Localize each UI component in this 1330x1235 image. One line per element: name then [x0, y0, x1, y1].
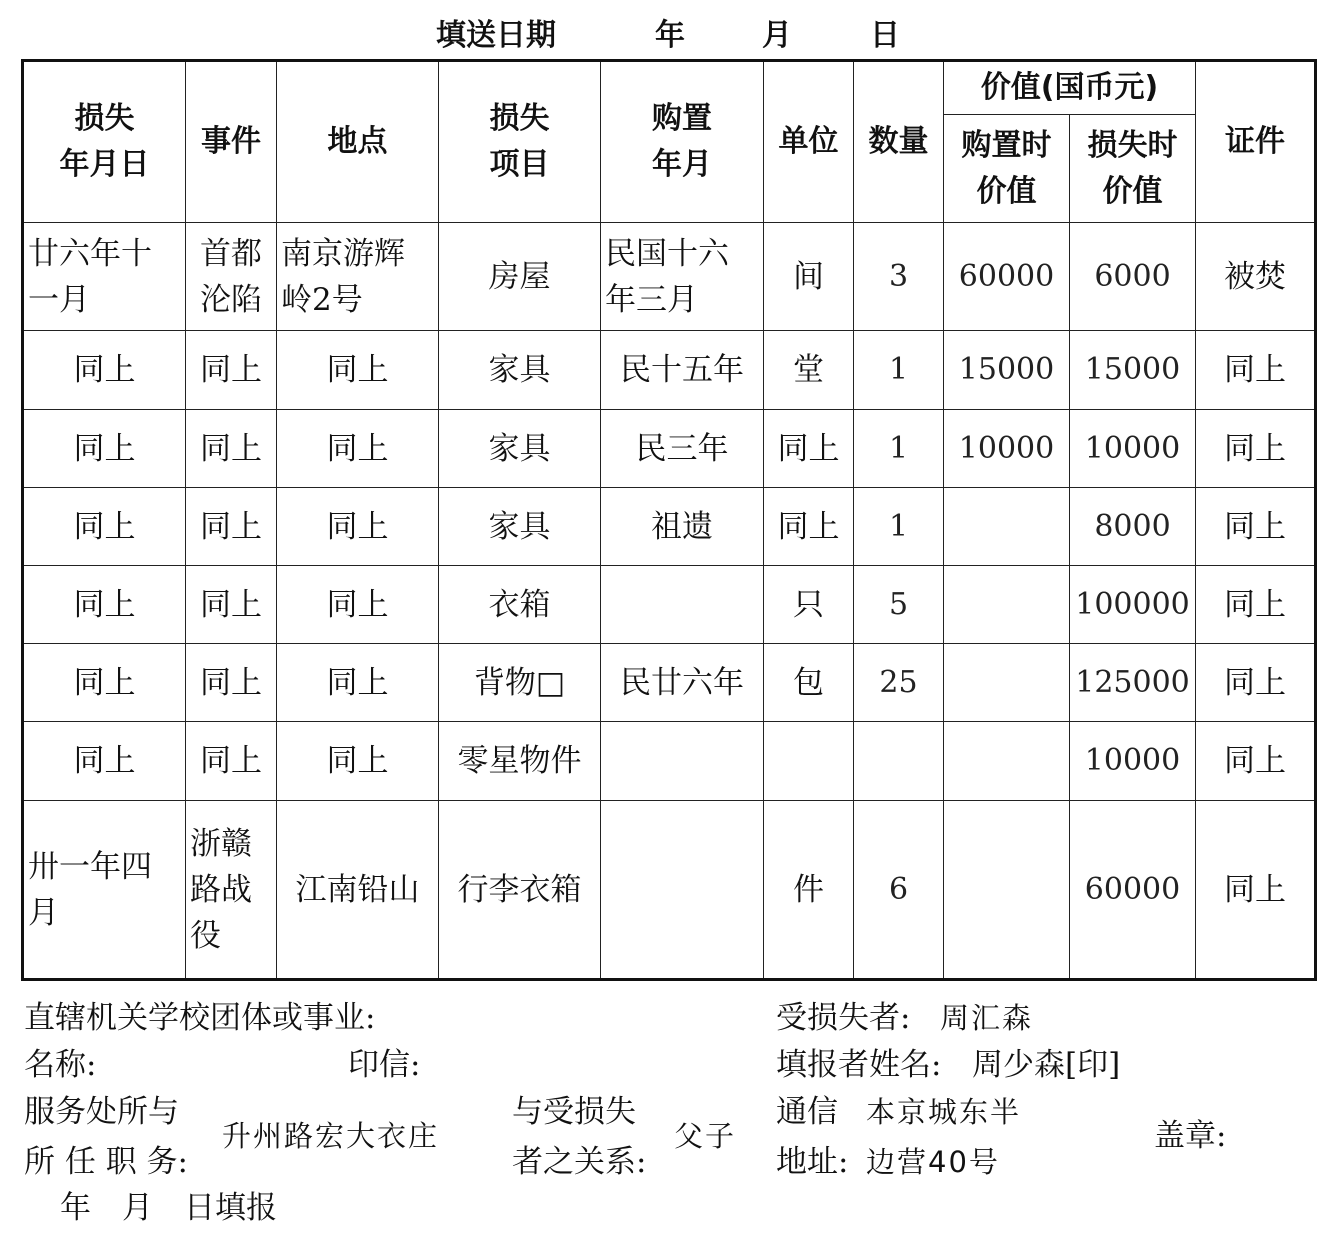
row-quantity: 6 [854, 801, 944, 980]
table-row [23, 722, 1316, 801]
table-row [23, 223, 1316, 331]
table-row [23, 410, 1316, 488]
row-item: 家具 [439, 410, 601, 488]
row-loss-date: 同上 [23, 488, 186, 566]
row-value-loss: 10000 [1070, 410, 1196, 488]
address-value-line2: 边营40号 [866, 1145, 1000, 1179]
row-evidence: 同上 [1196, 331, 1316, 410]
reporter-value: 周少森[印] [972, 1047, 1121, 1083]
row-value-purchase [944, 566, 1070, 644]
header-value-group: 价值(国币元) [944, 61, 1196, 115]
row-event: 同上 [186, 644, 277, 722]
row-place: 同上 [277, 331, 439, 410]
row-place: 同上 [277, 722, 439, 801]
footer [0, 990, 1330, 1235]
row-value-purchase [944, 722, 1070, 801]
row-event: 同上 [186, 331, 277, 410]
address-label-line1: 通信 [776, 1094, 838, 1130]
name-label: 名称: [24, 1047, 97, 1083]
row-loss-date: 同上 [23, 566, 186, 644]
row-place: 同上 [277, 488, 439, 566]
row-event: 同上 [186, 410, 277, 488]
row-value-loss: 100000 [1070, 566, 1196, 644]
row-value-purchase [944, 488, 1070, 566]
table-row [23, 644, 1316, 722]
header-purchase-date: 购置 年月 [601, 61, 764, 223]
fill-date-month: 月 [762, 18, 792, 53]
row-unit: 间 [764, 223, 854, 331]
row-item: 零星物件 [439, 722, 601, 801]
row-unit: 只 [764, 566, 854, 644]
row-place: 南京游辉岭2号 [277, 223, 439, 331]
row-event: 浙赣路战役 [186, 801, 277, 980]
row-unit: 包 [764, 644, 854, 722]
row-loss-date: 同上 [23, 644, 186, 722]
table-row [23, 801, 1316, 980]
report-date: 年 月 日填报 [60, 1190, 277, 1226]
relation-value: 父子 [674, 1119, 737, 1153]
org-label: 直辖机关学校团体或事业: [24, 1000, 376, 1036]
header-value-loss: 损失时 价值 [1070, 115, 1196, 223]
row-quantity [854, 722, 944, 801]
row-unit: 堂 [764, 331, 854, 410]
row-quantity: 25 [854, 644, 944, 722]
row-value-loss: 8000 [1070, 488, 1196, 566]
row-value-loss: 125000 [1070, 644, 1196, 722]
header-event: 事件 [186, 61, 277, 223]
fill-date-line [0, 10, 1330, 56]
row-loss-date: 同上 [23, 722, 186, 801]
header-value-purchase: 购置时 价值 [944, 115, 1070, 223]
row-item: 背物□ [439, 644, 601, 722]
fill-date-year: 年 [655, 18, 685, 53]
table-row [23, 331, 1316, 410]
row-value-loss: 6000 [1070, 223, 1196, 331]
header-quantity: 数量 [854, 61, 944, 223]
row-value-purchase: 15000 [944, 331, 1070, 410]
row-place: 同上 [277, 644, 439, 722]
row-evidence: 同上 [1196, 644, 1316, 722]
row-place: 同上 [277, 410, 439, 488]
row-evidence: 被焚 [1196, 223, 1316, 331]
row-purchase-date [601, 722, 764, 801]
row-quantity: 3 [854, 223, 944, 331]
header-place: 地点 [277, 61, 439, 223]
row-item: 房屋 [439, 223, 601, 331]
row-place: 江南铅山 [277, 801, 439, 980]
row-loss-date: 卅一年四月 [23, 801, 186, 980]
row-evidence: 同上 [1196, 722, 1316, 801]
header-unit: 单位 [764, 61, 854, 223]
relation-label-line1: 与受损失 [512, 1094, 636, 1130]
row-evidence: 同上 [1196, 566, 1316, 644]
row-value-purchase [944, 801, 1070, 980]
address-value-line1: 本京城东半 [866, 1095, 1022, 1129]
service-label-line1: 服务处所与 [24, 1094, 179, 1130]
loss-report-table [21, 59, 1317, 981]
relation-label-line2: 者之关系: [512, 1144, 647, 1180]
header-loss-date: 损失 年月日 [23, 61, 186, 223]
stamp-label: 盖章: [1154, 1118, 1227, 1154]
row-value-loss: 15000 [1070, 331, 1196, 410]
header-item: 损失 项目 [439, 61, 601, 223]
row-unit: 同上 [764, 410, 854, 488]
row-purchase-date: 民三年 [601, 410, 764, 488]
row-evidence: 同上 [1196, 801, 1316, 980]
fill-date-label: 填送日期 [436, 18, 556, 53]
row-unit: 件 [764, 801, 854, 980]
row-value-loss: 10000 [1070, 722, 1196, 801]
row-loss-date: 同上 [23, 331, 186, 410]
row-purchase-date: 民廿六年 [601, 644, 764, 722]
row-item: 家具 [439, 331, 601, 410]
row-event: 首都沦陷 [186, 223, 277, 331]
row-quantity: 1 [854, 488, 944, 566]
row-item: 行李衣箱 [439, 801, 601, 980]
fill-date-day: 日 [870, 18, 900, 53]
row-loss-date: 同上 [23, 410, 186, 488]
row-value-purchase: 60000 [944, 223, 1070, 331]
row-quantity: 1 [854, 410, 944, 488]
table-row [23, 488, 1316, 566]
row-event: 同上 [186, 566, 277, 644]
victim-value: 周汇森 [940, 1001, 1034, 1035]
service-value: 升州路宏大衣庄 [222, 1119, 440, 1153]
row-event: 同上 [186, 722, 277, 801]
row-item: 衣箱 [439, 566, 601, 644]
service-label-line2: 所 任 职 务: [24, 1144, 189, 1180]
row-quantity: 5 [854, 566, 944, 644]
row-purchase-date [601, 801, 764, 980]
row-unit: 同上 [764, 488, 854, 566]
row-purchase-date [601, 566, 764, 644]
row-quantity: 1 [854, 331, 944, 410]
table-row [23, 566, 1316, 644]
victim-label: 受损失者: [776, 1000, 911, 1036]
row-value-purchase [944, 644, 1070, 722]
row-item: 家具 [439, 488, 601, 566]
row-evidence: 同上 [1196, 410, 1316, 488]
row-value-loss: 60000 [1070, 801, 1196, 980]
seal-label: 印信: [348, 1047, 421, 1083]
row-unit [764, 722, 854, 801]
row-value-purchase: 10000 [944, 410, 1070, 488]
row-purchase-date: 民国十六年三月 [601, 223, 764, 331]
row-purchase-date: 祖遗 [601, 488, 764, 566]
row-loss-date: 廿六年十一月 [23, 223, 186, 331]
row-purchase-date: 民十五年 [601, 331, 764, 410]
address-label-line2: 地址: [776, 1144, 849, 1180]
reporter-label: 填报者姓名: [776, 1047, 942, 1083]
row-event: 同上 [186, 488, 277, 566]
header-evidence: 证件 [1196, 61, 1316, 223]
row-evidence: 同上 [1196, 488, 1316, 566]
row-place: 同上 [277, 566, 439, 644]
